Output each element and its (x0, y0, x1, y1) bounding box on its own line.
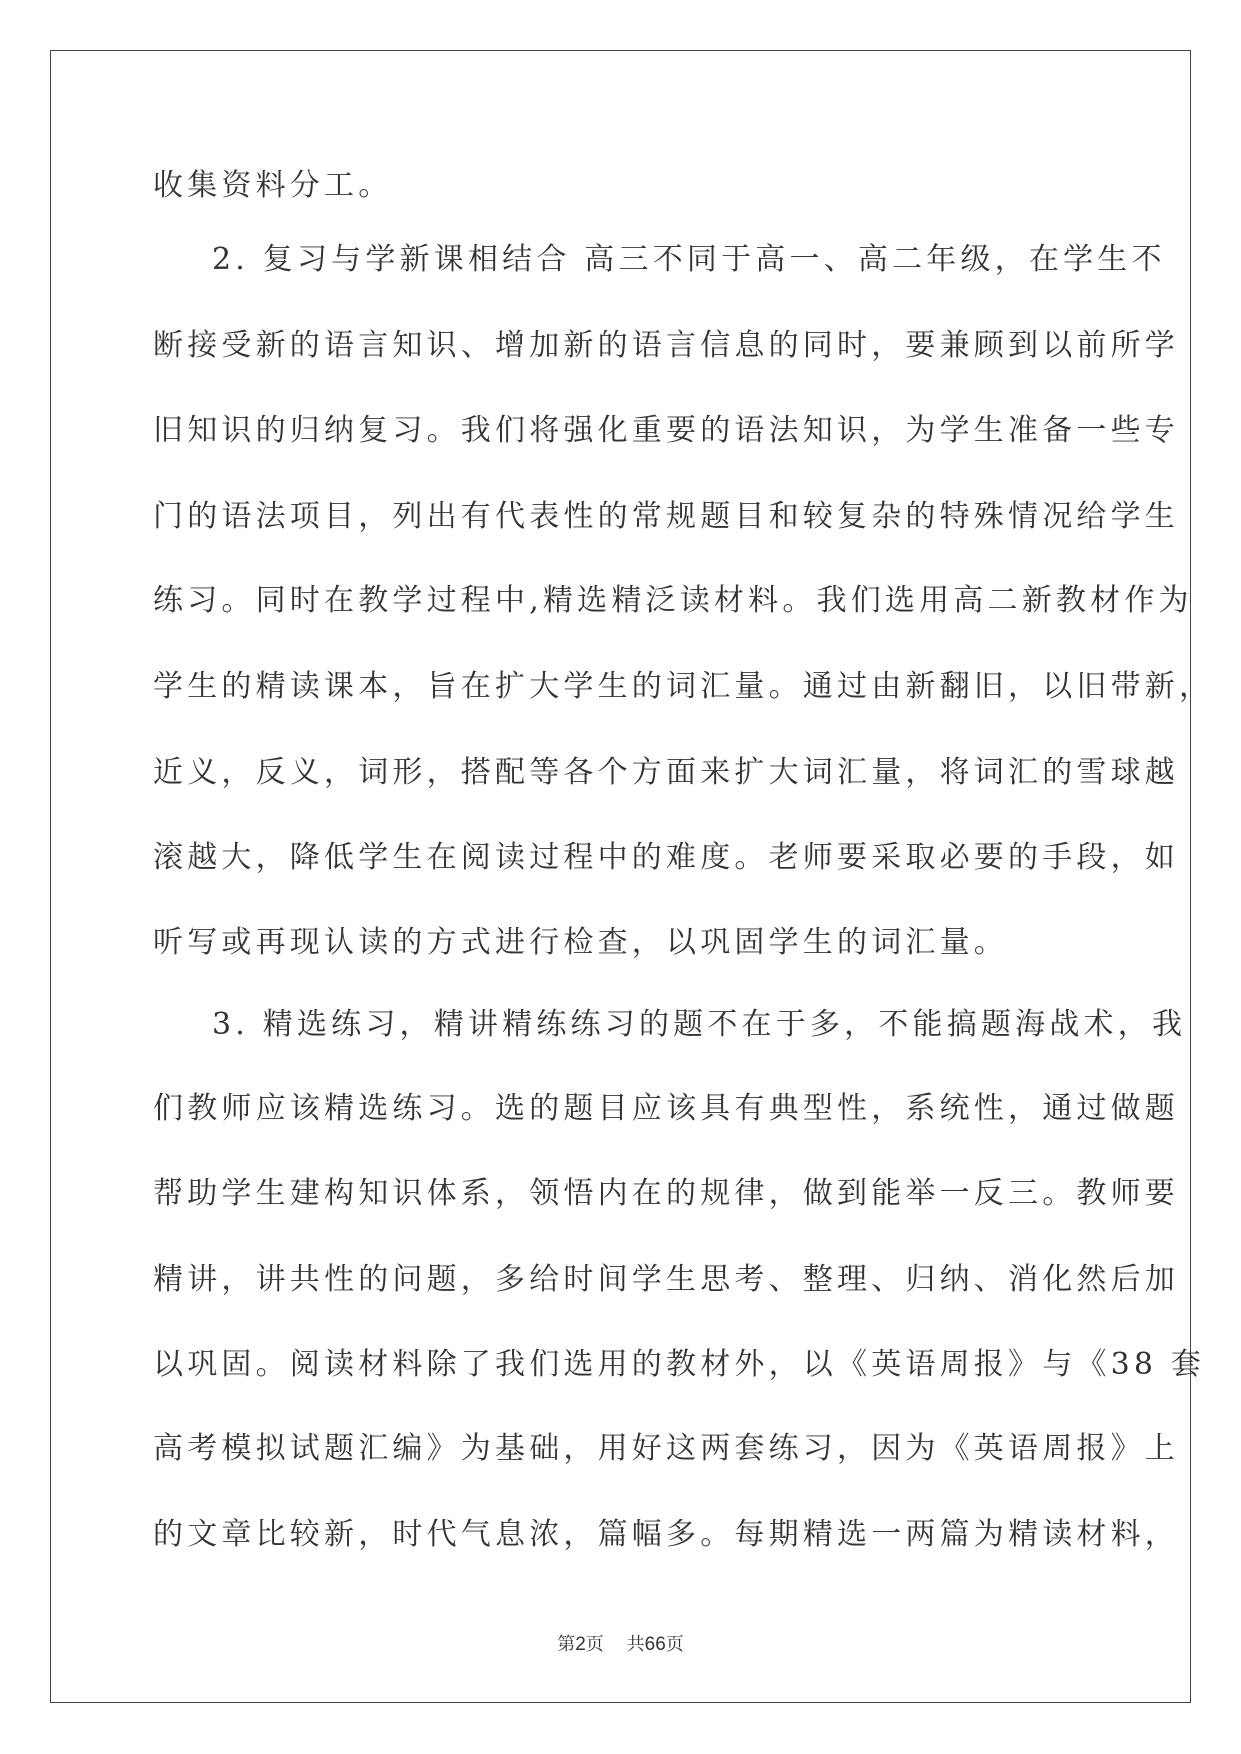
page-suffix: 页 (585, 1634, 604, 1655)
paragraph-line: 帮助学生建构知识体系，领悟内在的规律，做到能举一反三。教师要 (153, 1176, 1179, 1211)
page-current: 2 (575, 1634, 586, 1655)
page-total: 66 (644, 1634, 666, 1655)
paragraph-line: 旧知识的归纳复习。我们将强化重要的语法知识，为学生准备一些专 (153, 413, 1179, 448)
paragraph-line: 门的语法项目，列出有代表性的常规题目和较复杂的特殊情况给学生 (153, 499, 1179, 534)
page-footer (0, 1633, 1241, 1657)
paragraph-line: 精讲，讲共性的问题，多给时间学生思考、整理、归纳、消化然后加 (153, 1262, 1179, 1297)
paragraph-line: 练习。同时在教学过程中,精选精泛读材料。我们选用高二新教材作为 (153, 583, 1193, 618)
paragraph-line: 2. 复习与学新课相结合 高三不同于高一、高二年级，在学生不 (212, 242, 1166, 277)
paragraph-line: 听写或再现认读的方式进行检查，以巩固学生的词汇量。 (153, 925, 1008, 960)
paragraph-line: 学生的精读课本，旨在扩大学生的词汇量。通过由新翻旧，以旧带新， (153, 669, 1214, 704)
paragraph-line: 的文章比较新，时代气息浓，篇幅多。每期精选一两篇为精读材料， (153, 1517, 1179, 1552)
paragraph-line: 近义，反义，词形，搭配等各个方面来扩大词汇量，将词汇的雪球越 (153, 755, 1179, 790)
total-prefix: 共 (626, 1634, 645, 1655)
paragraph-line: 以巩固。阅读材料除了我们选用的教材外，以《英语周报》与《38 套 (153, 1347, 1206, 1382)
total-suffix: 页 (665, 1634, 684, 1655)
paragraph-line: 断接受新的语言知识、增加新的语言信息的同时，要兼顾到以前所学 (153, 328, 1179, 363)
paragraph-line: 滚越大，降低学生在阅读过程中的难度。老师要采取必要的手段，如 (153, 840, 1179, 875)
page-prefix: 第 (557, 1634, 576, 1655)
paragraph-line: 们教师应该精选练习。选的题目应该具有典型性，系统性，通过做题 (153, 1091, 1179, 1126)
paragraph-line: 收集资料分工。 (153, 168, 393, 203)
paragraph-line: 3. 精选练习，精讲精练练习的题不在于多，不能搞题海战术，我 (212, 1007, 1187, 1042)
paragraph-line: 高考模拟试题汇编》为基础，用好这两套练习，因为《英语周报》上 (153, 1431, 1179, 1466)
